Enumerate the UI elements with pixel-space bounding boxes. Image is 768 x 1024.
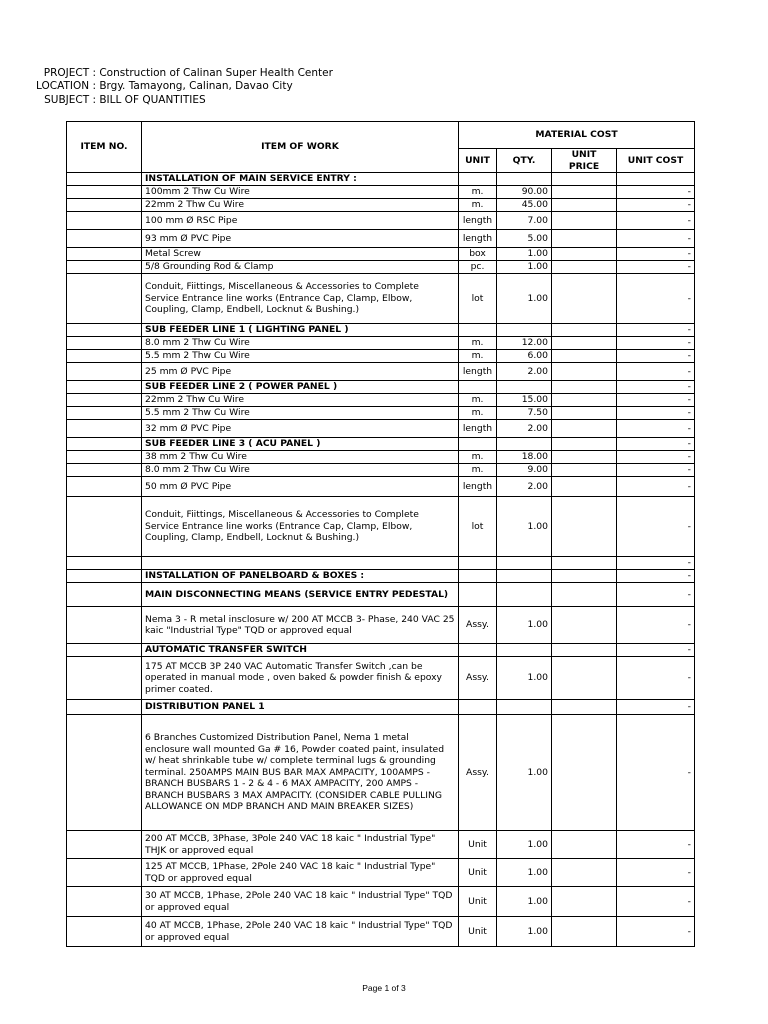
subject-line — [16, 94, 206, 107]
item-desc-cell: Conduit, Fiittings, Miscellaneous & Accessories to Complete Service Entrance line works (Entrance Cap, Clamp, Elbow, Coupling, Clamp, Endbell, Locknut & Bushing.) — [142, 497, 459, 557]
unit-cost-cell: - — [617, 407, 695, 420]
item-desc-cell: DISTRIBUTION PANEL 1 — [142, 700, 459, 715]
unit-cost-cell: - — [617, 186, 695, 199]
table-row — [67, 438, 695, 451]
table-row — [67, 186, 695, 199]
unit-cost-cell: - — [617, 199, 695, 212]
unit-cost-cell: - — [617, 557, 695, 570]
qty-cell — [497, 700, 552, 715]
page-number: Page 1 of 3 — [362, 983, 406, 993]
unit-cell — [459, 583, 497, 607]
item-desc-cell: 30 AT MCCB, 1Phase, 2Pole 240 VAC 18 kaic " Industrial Type" TQD or approved equal — [142, 887, 459, 917]
unit-cell: Unit — [459, 887, 497, 917]
unit-price-cell — [552, 199, 617, 212]
table-row — [67, 212, 695, 230]
unit-cost-cell: - — [617, 363, 695, 381]
unit-cost-cell: - — [617, 859, 695, 887]
unit-cost-cell: - — [617, 831, 695, 859]
unit-cell: Unit — [459, 859, 497, 887]
unit-price-cell — [552, 557, 617, 570]
unit-cell: Unit — [459, 917, 497, 947]
unit-cell: m. — [459, 394, 497, 407]
item-desc-cell: 50 mm Ø PVC Pipe — [142, 477, 459, 497]
item-no-cell — [67, 859, 142, 887]
qty-cell — [497, 381, 552, 394]
table-row — [67, 917, 695, 947]
unit-cost-cell: - — [617, 381, 695, 394]
col-unit-price: UNIT PRICE — [552, 149, 617, 173]
table-row — [67, 451, 695, 464]
unit-cost-cell: - — [617, 917, 695, 947]
unit-price-cell — [552, 859, 617, 887]
unit-cost-cell: - — [617, 607, 695, 644]
col-unit: UNIT — [459, 149, 497, 173]
col-material-cost: MATERIAL COST — [459, 122, 695, 149]
item-no-cell — [67, 248, 142, 261]
table-row — [67, 394, 695, 407]
unit-cell — [459, 324, 497, 337]
item-desc-cell: 125 AT MCCB, 1Phase, 2Pole 240 VAC 18 kaic " Industrial Type" TQD or approved equal — [142, 859, 459, 887]
table-row — [67, 700, 695, 715]
subject-value: BILL OF QUANTITIES — [99, 94, 206, 106]
unit-cell: pc. — [459, 261, 497, 274]
unit-cost-cell: - — [617, 438, 695, 451]
unit-price-cell — [552, 420, 617, 438]
item-desc-cell: Metal Screw — [142, 248, 459, 261]
unit-price-cell — [552, 700, 617, 715]
table-row — [67, 199, 695, 212]
item-desc-cell: 100 mm Ø RSC Pipe — [142, 212, 459, 230]
project-line — [16, 67, 333, 80]
qty-cell: 1.00 — [497, 248, 552, 261]
qty-cell: 15.00 — [497, 394, 552, 407]
unit-cell: Assy. — [459, 607, 497, 644]
location-label: LOCATION : — [36, 80, 96, 92]
unit-cost-cell: - — [617, 464, 695, 477]
unit-cell: length — [459, 212, 497, 230]
item-desc-cell: 100mm 2 Thw Cu Wire — [142, 186, 459, 199]
qty-cell: 5.00 — [497, 230, 552, 248]
item-no-cell — [67, 212, 142, 230]
item-no-cell — [67, 831, 142, 859]
table-row — [67, 381, 695, 394]
item-no-cell — [67, 477, 142, 497]
table-row — [67, 859, 695, 887]
qty-cell: 7.50 — [497, 407, 552, 420]
unit-price-cell — [552, 477, 617, 497]
unit-cost-cell: - — [617, 715, 695, 831]
table-row — [67, 261, 695, 274]
unit-cell — [459, 644, 497, 657]
unit-price-cell — [552, 464, 617, 477]
unit-cell: length — [459, 477, 497, 497]
item-desc-cell: AUTOMATIC TRANSFER SWITCH — [142, 644, 459, 657]
item-no-cell — [67, 363, 142, 381]
item-desc-cell — [142, 557, 459, 570]
qty-cell: 1.00 — [497, 274, 552, 324]
item-no-cell — [67, 394, 142, 407]
unit-cell: length — [459, 230, 497, 248]
item-desc-cell: 22mm 2 Thw Cu Wire — [142, 394, 459, 407]
unit-price-cell — [552, 394, 617, 407]
unit-cell: m. — [459, 337, 497, 350]
unit-cell: m. — [459, 186, 497, 199]
qty-cell: 1.00 — [497, 261, 552, 274]
qty-cell: 90.00 — [497, 186, 552, 199]
table-row — [67, 715, 695, 831]
unit-cell: m. — [459, 407, 497, 420]
unit-price-cell — [552, 381, 617, 394]
unit-price-cell — [552, 451, 617, 464]
unit-price-cell — [552, 715, 617, 831]
table-row — [67, 173, 695, 186]
qty-cell: 45.00 — [497, 199, 552, 212]
qty-cell: 6.00 — [497, 350, 552, 363]
unit-cost-cell: - — [617, 887, 695, 917]
unit-cell — [459, 173, 497, 186]
item-no-cell — [67, 337, 142, 350]
unit-cell: box — [459, 248, 497, 261]
item-desc-cell: 5.5 mm 2 Thw Cu Wire — [142, 407, 459, 420]
unit-cell: m. — [459, 464, 497, 477]
item-no-cell — [67, 700, 142, 715]
table-row — [67, 464, 695, 477]
qty-cell: 2.00 — [497, 477, 552, 497]
unit-price-cell — [552, 887, 617, 917]
qty-cell: 9.00 — [497, 464, 552, 477]
table-header-row — [67, 122, 695, 149]
item-no-cell — [67, 173, 142, 186]
item-no-cell — [67, 186, 142, 199]
unit-price-cell — [552, 248, 617, 261]
table-row — [67, 644, 695, 657]
project-value: Construction of Calinan Super Health Center — [99, 67, 333, 79]
qty-cell: 18.00 — [497, 451, 552, 464]
table-row — [67, 477, 695, 497]
qty-cell: 2.00 — [497, 420, 552, 438]
item-no-cell — [67, 464, 142, 477]
table-row — [67, 230, 695, 248]
item-no-cell — [67, 324, 142, 337]
table-row — [67, 337, 695, 350]
item-no-cell — [67, 583, 142, 607]
table-row — [67, 887, 695, 917]
qty-cell — [497, 557, 552, 570]
item-desc-cell: 8.0 mm 2 Thw Cu Wire — [142, 464, 459, 477]
unit-price-cell — [552, 324, 617, 337]
unit-cell — [459, 381, 497, 394]
item-desc-cell: SUB FEEDER LINE 1 ( LIGHTING PANEL ) — [142, 324, 459, 337]
item-no-cell — [67, 230, 142, 248]
item-desc-cell: 5.5 mm 2 Thw Cu Wire — [142, 350, 459, 363]
unit-cell: length — [459, 363, 497, 381]
qty-cell: 1.00 — [497, 607, 552, 644]
qty-cell: 1.00 — [497, 831, 552, 859]
table-row — [67, 657, 695, 700]
table-row — [67, 274, 695, 324]
qty-cell: 1.00 — [497, 715, 552, 831]
unit-price-cell — [552, 274, 617, 324]
item-no-cell — [67, 407, 142, 420]
table-row — [67, 248, 695, 261]
item-desc-cell: 200 AT MCCB, 3Phase, 3Pole 240 VAC 18 kaic " Industrial Type" THJK or approved equal — [142, 831, 459, 859]
unit-price-cell — [552, 570, 617, 583]
unit-cost-cell: - — [617, 451, 695, 464]
item-no-cell — [67, 570, 142, 583]
unit-cost-cell: - — [617, 324, 695, 337]
table-row — [67, 420, 695, 438]
bill-of-quantities-table — [66, 121, 695, 947]
unit-cost-cell: - — [617, 477, 695, 497]
unit-cell — [459, 570, 497, 583]
unit-cost-cell: - — [617, 274, 695, 324]
unit-price-cell — [552, 917, 617, 947]
item-no-cell — [67, 644, 142, 657]
item-desc-cell: 5/8 Grounding Rod & Clamp — [142, 261, 459, 274]
item-no-cell — [67, 917, 142, 947]
qty-cell: 1.00 — [497, 887, 552, 917]
unit-cell: m. — [459, 199, 497, 212]
qty-cell: 7.00 — [497, 212, 552, 230]
unit-cell: lot — [459, 497, 497, 557]
unit-price-cell — [552, 337, 617, 350]
unit-cell: length — [459, 420, 497, 438]
table-row — [67, 557, 695, 570]
unit-cell — [459, 700, 497, 715]
unit-price-cell — [552, 212, 617, 230]
col-qty: QTY. — [497, 149, 552, 173]
unit-price-cell — [552, 350, 617, 363]
unit-cost-cell: - — [617, 497, 695, 557]
item-desc-cell: Nema 3 - R metal insclosure w/ 200 AT MCCB 3- Phase, 240 VAC 25 kaic "Industrial Type" TQD or approved equal — [142, 607, 459, 644]
item-desc-cell: 6 Branches Customized Distribution Panel, Nema 1 metal enclosure wall mounted Ga # 16, Powder coated paint, insulated w/ heat shrinkable tube w/ complete terminal lugs & grounding terminal. 250AMPS MAIN BUS BAR MAX AMPACITY, 100AMPS - BRANCH BUSBARS 1 - 2 & 4 - 6 MAX AMPACITY, 200 AMPS - BRANCH BUSBARS 3 MAX AMPACITY. (CONSIDER CABLE PULLING ALLOWANCE ON MDP BRANCH AND MAIN BREAKER SIZES) — [142, 715, 459, 831]
table-row — [67, 497, 695, 557]
unit-price-cell — [552, 186, 617, 199]
unit-cost-cell: - — [617, 583, 695, 607]
unit-cell — [459, 557, 497, 570]
unit-price-cell — [552, 407, 617, 420]
unit-cell: Unit — [459, 831, 497, 859]
unit-price-cell — [552, 230, 617, 248]
unit-cost-cell: - — [617, 230, 695, 248]
qty-cell — [497, 173, 552, 186]
unit-cost-cell: - — [617, 337, 695, 350]
unit-cell: m. — [459, 350, 497, 363]
qty-cell: 1.00 — [497, 859, 552, 887]
qty-cell: 1.00 — [497, 917, 552, 947]
table-row — [67, 324, 695, 337]
item-no-cell — [67, 657, 142, 700]
unit-cost-cell: - — [617, 644, 695, 657]
qty-cell — [497, 570, 552, 583]
project-label: PROJECT : — [43, 67, 96, 79]
unit-price-cell — [552, 644, 617, 657]
location-line — [16, 80, 293, 93]
unit-cost-cell: - — [617, 261, 695, 274]
qty-cell: 2.00 — [497, 363, 552, 381]
item-no-cell — [67, 715, 142, 831]
item-desc-cell: 93 mm Ø PVC Pipe — [142, 230, 459, 248]
unit-cell: Assy. — [459, 715, 497, 831]
qty-cell — [497, 583, 552, 607]
qty-cell: 1.00 — [497, 657, 552, 700]
item-desc-cell: 25 mm Ø PVC Pipe — [142, 363, 459, 381]
item-desc-cell: 40 AT MCCB, 1Phase, 2Pole 240 VAC 18 kaic " Industrial Type" TQD or approved equal — [142, 917, 459, 947]
item-no-cell — [67, 381, 142, 394]
item-desc-cell: SUB FEEDER LINE 2 ( POWER PANEL ) — [142, 381, 459, 394]
table-row — [67, 831, 695, 859]
unit-cost-cell: - — [617, 700, 695, 715]
unit-cost-cell — [617, 173, 695, 186]
item-desc-cell: 32 mm Ø PVC Pipe — [142, 420, 459, 438]
unit-cost-cell: - — [617, 350, 695, 363]
subject-label: SUBJECT : — [44, 94, 96, 106]
table-row — [67, 570, 695, 583]
item-desc-cell: INSTALLATION OF PANELBOARD & BOXES : — [142, 570, 459, 583]
unit-price-cell — [552, 607, 617, 644]
unit-cost-cell: - — [617, 212, 695, 230]
unit-price-cell — [552, 261, 617, 274]
col-unit-cost: UNIT COST — [617, 149, 695, 173]
item-no-cell — [67, 420, 142, 438]
item-no-cell — [67, 497, 142, 557]
unit-cell: m. — [459, 451, 497, 464]
item-no-cell — [67, 607, 142, 644]
location-value: Brgy. Tamayong, Calinan, Davao City — [99, 80, 293, 92]
unit-cell: Assy. — [459, 657, 497, 700]
qty-cell — [497, 438, 552, 451]
qty-cell: 12.00 — [497, 337, 552, 350]
unit-cell — [459, 438, 497, 451]
table-row — [67, 607, 695, 644]
unit-price-cell — [552, 497, 617, 557]
unit-cost-cell: - — [617, 420, 695, 438]
unit-cost-cell: - — [617, 570, 695, 583]
unit-price-cell — [552, 173, 617, 186]
table-row — [67, 407, 695, 420]
table-row — [67, 350, 695, 363]
qty-cell — [497, 644, 552, 657]
unit-price-cell — [552, 363, 617, 381]
unit-cost-cell: - — [617, 394, 695, 407]
unit-price-cell — [552, 438, 617, 451]
col-item-no: ITEM NO. — [67, 122, 142, 173]
table-row — [67, 363, 695, 381]
item-no-cell — [67, 438, 142, 451]
item-no-cell — [67, 274, 142, 324]
item-desc-cell: 38 mm 2 Thw Cu Wire — [142, 451, 459, 464]
col-item-of-work: ITEM OF WORK — [142, 122, 459, 173]
unit-cell: lot — [459, 274, 497, 324]
item-desc-cell: MAIN DISCONNECTING MEANS (SERVICE ENTRY PEDESTAL) — [142, 583, 459, 607]
item-desc-cell: 22mm 2 Thw Cu Wire — [142, 199, 459, 212]
item-desc-cell: 175 AT MCCB 3P 240 VAC Automatic Transfer Switch ,can be operated in manual mode , oven baked & powder finish & epoxy primer coated. — [142, 657, 459, 700]
item-no-cell — [67, 887, 142, 917]
item-no-cell — [67, 451, 142, 464]
table-row — [67, 583, 695, 607]
item-desc-cell: 8.0 mm 2 Thw Cu Wire — [142, 337, 459, 350]
item-desc-cell: INSTALLATION OF MAIN SERVICE ENTRY : — [142, 173, 459, 186]
item-no-cell — [67, 261, 142, 274]
item-desc-cell: Conduit, Fiittings, Miscellaneous & Accessories to Complete Service Entrance line works (Entrance Cap, Clamp, Elbow, Coupling, Clamp, Endbell, Locknut & Bushing.) — [142, 274, 459, 324]
unit-price-cell — [552, 583, 617, 607]
item-no-cell — [67, 199, 142, 212]
unit-cost-cell: - — [617, 657, 695, 700]
item-desc-cell: SUB FEEDER LINE 3 ( ACU PANEL ) — [142, 438, 459, 451]
qty-cell: 1.00 — [497, 497, 552, 557]
unit-price-cell — [552, 831, 617, 859]
qty-cell — [497, 324, 552, 337]
unit-price-cell — [552, 657, 617, 700]
unit-cost-cell: - — [617, 248, 695, 261]
item-no-cell — [67, 350, 142, 363]
item-no-cell — [67, 557, 142, 570]
